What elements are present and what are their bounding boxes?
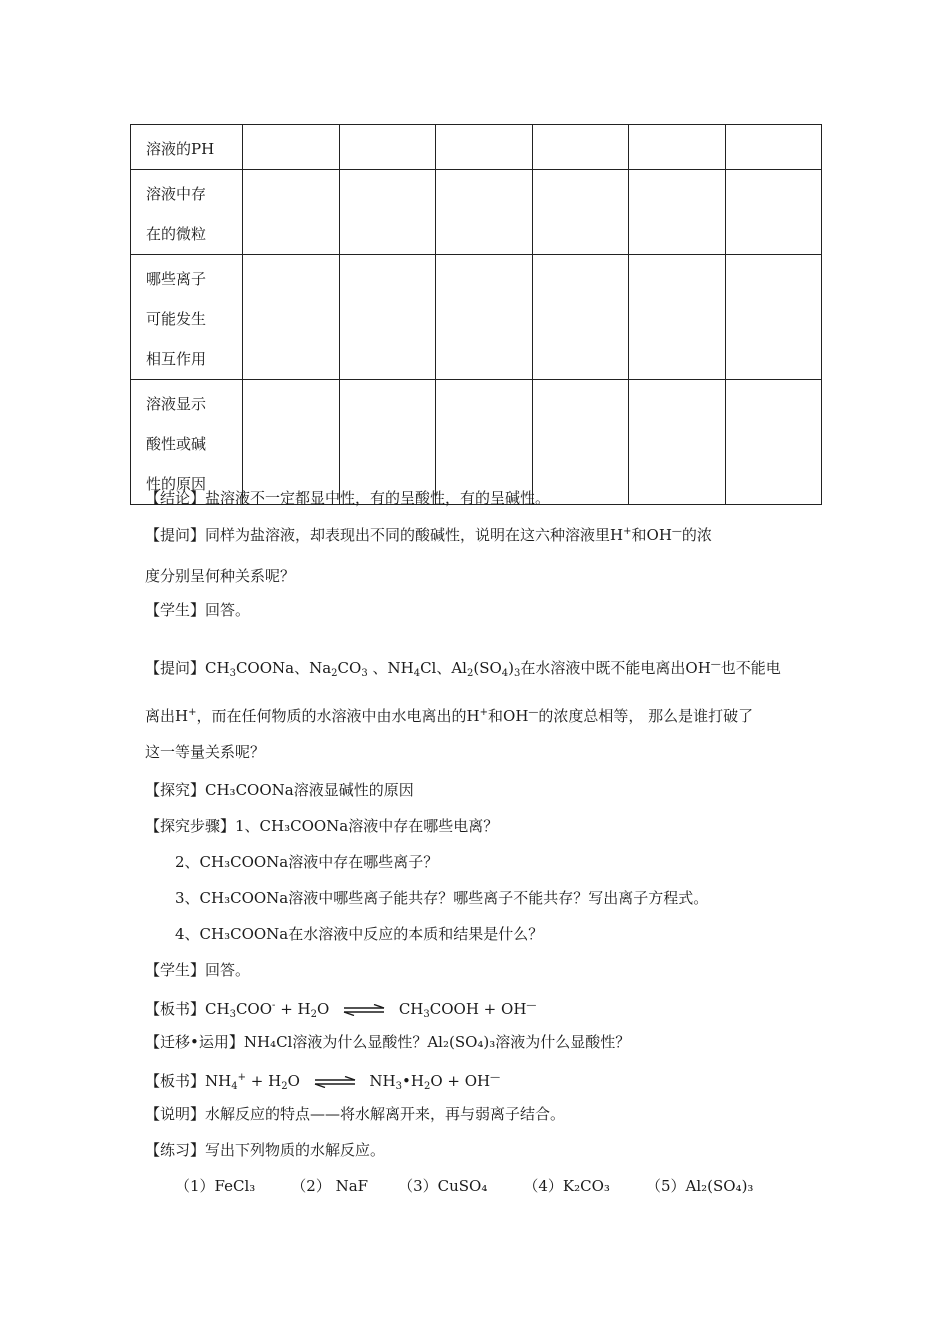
table-cell	[436, 170, 533, 255]
explore-step-1: 【探究步骤】1、CH₃COONa溶液中存在哪些电离？	[145, 817, 499, 835]
label-line: 性的原因	[146, 475, 207, 493]
row-label-particles	[131, 170, 243, 255]
equilibrium-arrow-icon	[313, 1076, 357, 1088]
transfer-question: 【迁移•运用】NH₄Cl溶液为什么显酸性？Al₂(SO₄)₃溶液为什么显酸性？	[145, 1033, 631, 1051]
table-cell	[243, 170, 340, 255]
label-line: 溶液中存	[146, 185, 207, 203]
question-paragraph-1-cont: 度分别呈何种关系呢？	[145, 567, 296, 585]
text-span: 和	[488, 707, 504, 725]
question-paragraph-1: 【提问】同样为盐溶液，却表现出不同的酸碱性，说明在这六种溶液里H+和OH—的浓	[145, 526, 712, 544]
table-cell	[436, 255, 533, 380]
student-answer-1: 【学生】回答。	[145, 601, 251, 619]
text-span: ，而在任何物质的水溶液中由水电离出的	[196, 707, 467, 725]
table-cell	[725, 255, 822, 380]
table-cell	[629, 380, 726, 505]
row-label-reason	[131, 380, 243, 505]
table-cell	[532, 170, 629, 255]
label-line: 相互作用	[146, 350, 207, 368]
text-span: 和	[631, 526, 647, 544]
label-line: 酸性或碱	[146, 435, 207, 453]
table-row	[131, 125, 822, 170]
table-cell	[532, 255, 629, 380]
table-cell	[339, 170, 436, 255]
text-span: 的浓度总相等， 那么是谁打破了	[538, 707, 754, 725]
observation-table	[130, 124, 822, 505]
label-line: 在的微粒	[146, 225, 207, 243]
table-cell	[339, 255, 436, 380]
table-cell	[436, 125, 533, 170]
explore-step-4: 4、CH₃COONa在水溶液中反应的本质和结果是什么？	[175, 925, 544, 943]
practice-items	[175, 1176, 753, 1196]
table-cell	[629, 125, 726, 170]
table-cell	[725, 170, 822, 255]
conclusion-paragraph: 【结论】盐溶液不一定都显中性，有的呈酸性，有的呈碱性。	[145, 489, 551, 507]
board-equation-1: 【板书】$CH_3COO^- + H_2O$ $CH_3COOH + OH^—$	[145, 1000, 537, 1020]
text-span: 在水溶液中既不能电离出	[520, 659, 686, 677]
practice-heading: 【练习】写出下列物质的水解反应。	[145, 1141, 386, 1159]
practice-item: （1）FeCl₃	[175, 1177, 256, 1195]
table-row	[131, 170, 822, 255]
row-label-interactions	[131, 255, 243, 380]
text-span: 【提问】同样为盐溶液，却表现出不同的酸碱性，说明在这六种溶液里	[145, 526, 611, 544]
explanation-paragraph: 【说明】水解反应的特点——将水解离开来，再与弱离子结合。	[145, 1105, 566, 1123]
row-label-ph	[131, 125, 243, 170]
table-cell	[532, 125, 629, 170]
practice-item: （5）Al₂(SO₄)₃	[645, 1177, 754, 1195]
label-line: 溶液的PH	[146, 140, 215, 158]
text-span: 【板书】	[145, 1072, 206, 1090]
table-row	[131, 255, 822, 380]
explore-step-2: 2、CH₃COONa溶液中存在哪些离子？	[175, 853, 439, 871]
student-answer-2: 【学生】回答。	[145, 961, 251, 979]
label-line: 溶液显示	[146, 395, 207, 413]
question-paragraph-2-line2: 离出H+，而在任何物质的水溶液中由水电离出的H+和OH—的浓度总相等， 那么是谁打破了	[145, 707, 754, 725]
equilibrium-arrow-icon	[342, 1004, 386, 1016]
question-paragraph-2-line3: 这一等量关系呢？	[145, 743, 266, 761]
label-line: 可能发生	[146, 310, 207, 328]
table-cell	[436, 380, 533, 505]
practice-item: （2） NaF	[291, 1177, 369, 1195]
table-cell	[339, 380, 436, 505]
table-cell	[629, 255, 726, 380]
table-cell	[243, 255, 340, 380]
table-cell	[532, 380, 629, 505]
text-span: 也不能电	[720, 659, 781, 677]
board-equation-2: 【板书】$NH_4^+ + H_2O$ $NH_3•H_2O + OH^—$	[145, 1072, 501, 1092]
question-paragraph-2: 【提问】$CH_3COONa$、$Na_2CO_3$ 、$NH_4Cl$、$Al_2(SO_4)_3$在水溶液中既不能电离出OH—也不能电	[145, 659, 781, 679]
table-cell	[243, 125, 340, 170]
table-cell	[629, 170, 726, 255]
explore-heading: 【探究】CH₃COONa溶液显碱性的原因	[145, 781, 414, 799]
table-row	[131, 380, 822, 505]
text-span: 【板书】	[145, 1000, 206, 1018]
explore-step-3: 3、CH₃COONa溶液中哪些离子能共存？哪些离子不能共存？写出离子方程式。	[175, 889, 709, 907]
label-line: 哪些离子	[146, 270, 207, 288]
text-span: 的浓	[681, 526, 712, 544]
table-cell	[725, 125, 822, 170]
practice-item: （3）CuSO₄	[398, 1177, 488, 1195]
table-cell	[339, 125, 436, 170]
text-span: 离出	[145, 707, 176, 725]
table-cell	[243, 380, 340, 505]
text-span: 【提问】	[145, 659, 206, 677]
table-cell	[725, 380, 822, 505]
practice-item: （4）K₂CO₃	[523, 1177, 610, 1195]
